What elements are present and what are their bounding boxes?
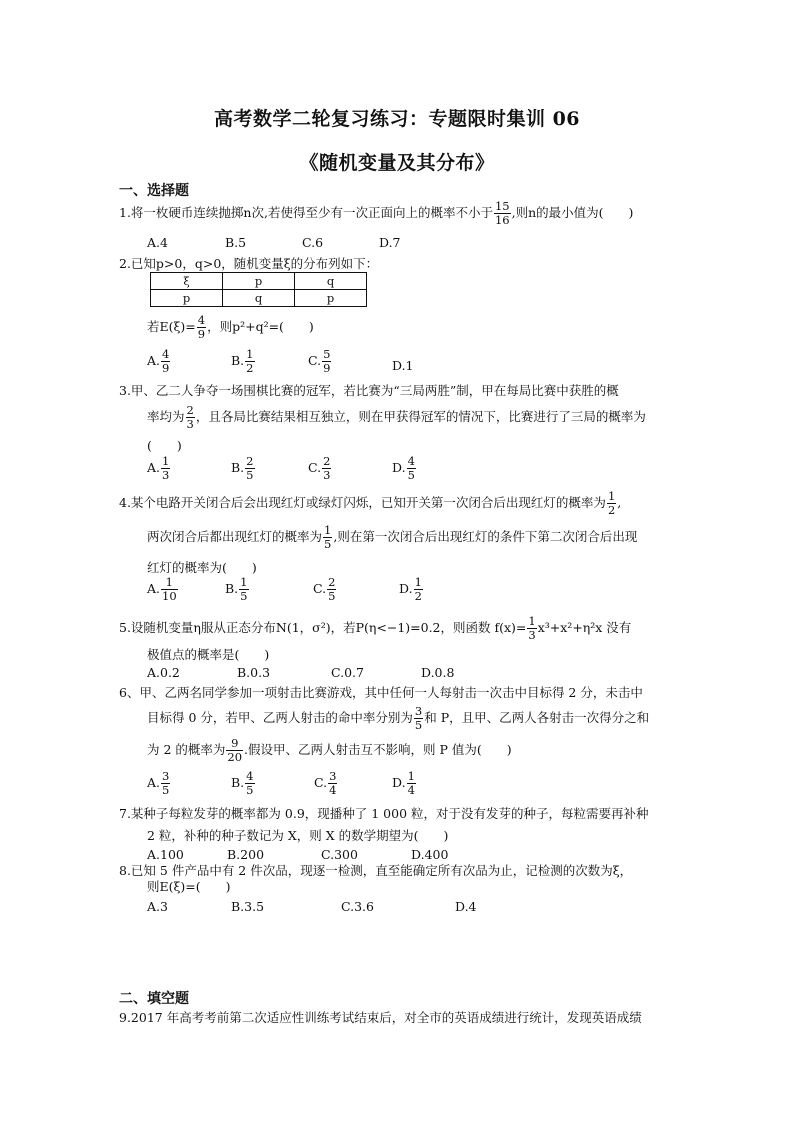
- distribution-table: [150, 272, 367, 307]
- option-a: A. $\frac{4}{9}$: [147, 347, 170, 375]
- option-b: B. $\frac{1}{2}$: [231, 347, 254, 375]
- option-b: B.5: [225, 235, 247, 250]
- option-d: D.4: [455, 899, 477, 914]
- question-6: 6、甲、乙两名同学参加一项射击比赛游戏，其中任何一人每射击一次击中目标得 2 分，未击中: [119, 685, 643, 700]
- option-d: D.7: [379, 235, 401, 250]
- option-b: B. $\frac{4}{5}$: [231, 769, 254, 797]
- table-row: [151, 290, 367, 307]
- option-d: D.1: [392, 358, 414, 373]
- section-heading-fill: 二、填空题: [119, 991, 189, 1007]
- question-5: 5.设随机变量η服从正态分布N(1，σ²)，若P(η<−1)=0.2，则函数 f(x)= $\frac{1}{3}$ x³+x²+η²x 没有: [119, 614, 632, 642]
- question-7: 7.某种子每粒发芽的概率都为 0.9，现播种了 1 000 粒，对于没有发芽的种子，每粒需要再补种: [119, 806, 649, 821]
- option-c: C.3.6: [341, 899, 374, 914]
- question-4: 4.某个电路开关闭合后会出现红灯或绿灯闪烁，已知开关第一次闭合后出现红灯的概率为 $\frac{1}{2}$ ,: [119, 489, 622, 517]
- question-8-line2: 则E(ξ)=( ): [147, 879, 231, 894]
- option-a: A.4: [147, 235, 168, 250]
- option-b: B. $\frac{1}{5}$: [225, 575, 248, 603]
- fraction: $\frac{15}{16}$: [494, 199, 510, 227]
- option-c: C. $\frac{5}{9}$: [308, 347, 331, 375]
- question-8: 8.已知 5 件产品中有 2 件次品，现逐一检测，直至能确定所有次品为止，记检测的次数为ξ，: [119, 863, 633, 878]
- option-d: D. $\frac{1}{2}$: [399, 575, 422, 603]
- question-5-line2: 极值点的概率是( ): [147, 647, 270, 662]
- document-title: 高考数学二轮复习练习：专题限时集训 06: [213, 108, 581, 130]
- fraction: $\frac{4}{9}$: [197, 313, 206, 341]
- table-cell: p: [223, 273, 295, 290]
- option-d: D.400: [411, 847, 449, 862]
- option-c: C.0.7: [331, 665, 364, 680]
- question-2: 2.已知p>0，q>0，随机变量ξ的分布列如下：: [119, 256, 379, 271]
- option-b: B.0.3: [237, 665, 271, 680]
- question-3-line3: ( ): [147, 438, 182, 453]
- question-3-line2: 率均为 $\frac{2}{3}$ ，且各局比赛结果相互独立，则在甲获得冠军的情况下，比赛进行了三局的概率为: [147, 403, 646, 431]
- option-a: A. $\frac{1}{10}$: [147, 575, 177, 603]
- question-3: 3.甲、乙二人争夺一场围棋比赛的冠军，若比赛为“三局两胜”制，甲在每局比赛中获胜的概: [119, 383, 619, 398]
- table-cell: p: [151, 290, 223, 307]
- table-cell: q: [295, 273, 367, 290]
- option-d: D.0.8: [421, 665, 455, 680]
- option-b: B. $\frac{2}{5}$: [231, 454, 254, 482]
- option-d: D. $\frac{1}{4}$: [392, 769, 415, 797]
- table-cell: p: [295, 290, 367, 307]
- question-4-line3: 红灯的概率为( ): [147, 560, 257, 575]
- question-9: 9.2017 年高考考前第二次适应性训练考试结束后，对全市的英语成绩进行统计，发现英语成绩: [119, 1010, 642, 1025]
- option-c: C. $\frac{3}{4}$: [314, 769, 337, 797]
- option-c: C.300: [321, 847, 358, 862]
- option-a: A.100: [147, 847, 184, 862]
- option-b: B.200: [227, 847, 265, 862]
- option-a: A. $\frac{1}{3}$: [147, 454, 170, 482]
- option-b: B.3.5: [231, 899, 265, 914]
- question-1: 1.将一枚硬币连续抛掷n次,若使得至少有一次正面向上的概率不小于 $\frac{15}{16}$ ,则n的最小值为( ): [119, 199, 634, 227]
- option-a: A.0.2: [147, 665, 180, 680]
- table-cell: ξ: [151, 273, 223, 290]
- option-d: D. $\frac{4}{5}$: [392, 454, 415, 482]
- question-2-condition: 若E(ξ)= $\frac{4}{9}$ ，则p²+q²=( ): [147, 313, 314, 341]
- option-a: A. $\frac{3}{5}$: [147, 769, 170, 797]
- option-c: C.6: [302, 235, 324, 250]
- section-heading-choice: 一、选择题: [119, 183, 189, 199]
- document-subtitle: 《随机变量及其分布》: [299, 152, 495, 174]
- option-a: A.3: [147, 899, 168, 914]
- table-row: [151, 273, 367, 290]
- question-6-line2: 目标得 0 分，若甲、乙两人射击的命中率分别为 $\frac{3}{5}$ 和 P，且甲、乙两人各射击一次得分之和: [147, 704, 650, 732]
- question-7-line2: 2 粒，补种的种子数记为 X，则 X 的数学期望为( ): [147, 828, 449, 843]
- option-c: C. $\frac{2}{5}$: [313, 575, 336, 603]
- question-4-line2: 两次闭合后都出现红灯的概率为 $\frac{1}{5}$ ,则在第一次闭合后出现红灯的条件下第二次闭合后出现: [147, 523, 638, 551]
- option-c: C. $\frac{2}{3}$: [308, 454, 331, 482]
- question-6-line3: 为 2 的概率为 $\frac{9}{20}$ .假设甲、乙两人射击互不影响，则 P 值为( ): [147, 736, 512, 764]
- table-cell: q: [223, 290, 295, 307]
